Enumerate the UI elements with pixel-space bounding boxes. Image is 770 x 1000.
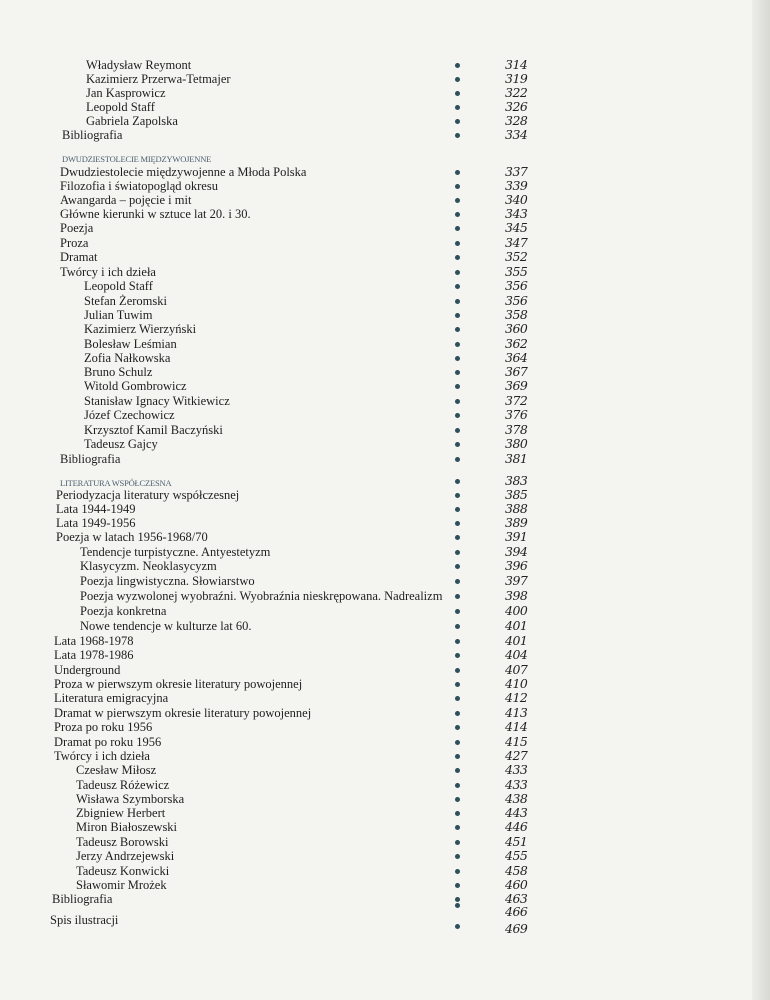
bullet-dot-icon <box>455 370 460 375</box>
page-number: 433 <box>505 777 528 792</box>
toc-entry <box>0 763 770 777</box>
page-number: 401 <box>505 633 528 648</box>
bullet-dot-icon <box>455 768 460 773</box>
toc-entry <box>0 100 770 114</box>
page-number: 414 <box>505 719 528 734</box>
entry-title: Jan Kasprowicz <box>86 86 166 100</box>
entry-title: Dramat w pierwszym okresie literatury powojennej <box>54 706 312 720</box>
bullet-dot-icon <box>455 212 460 217</box>
bullet-dot-icon <box>455 696 460 701</box>
toc-entry <box>0 835 770 849</box>
entry-title: Miron Białoszewski <box>76 820 178 834</box>
toc-entry <box>0 648 770 662</box>
page-number: 376 <box>505 407 528 422</box>
page-number: 413 <box>505 705 528 720</box>
entry-title: Leopold Staff <box>86 100 155 114</box>
toc-entry <box>0 452 770 466</box>
page-number: 362 <box>505 336 528 351</box>
entry-title: Poezja konkretna <box>80 604 167 618</box>
entry-title: Bibliografia <box>60 452 121 466</box>
toc-entry <box>0 663 770 677</box>
toc-entry <box>0 365 770 379</box>
bullet-dot-icon <box>455 313 460 318</box>
page-number: 372 <box>505 393 528 408</box>
toc-entry <box>0 86 770 100</box>
toc-entry <box>0 72 770 86</box>
bullet-dot-icon <box>455 119 460 124</box>
bullet-dot-icon <box>455 284 460 289</box>
toc-entry <box>0 279 770 293</box>
bullet-dot-icon <box>455 299 460 304</box>
bullet-dot-icon <box>455 413 460 418</box>
page-number: 314 <box>505 57 528 72</box>
toc-entry <box>0 619 770 633</box>
entry-title: Twórcy i ich dzieła <box>60 265 156 279</box>
toc-entry <box>0 337 770 351</box>
page-number: 328 <box>505 113 528 128</box>
entry-title: Poezja wyzwolonej wyobraźni. Wyobraźnia nieskrępowana. Nadrealizm <box>80 589 443 603</box>
bullet-dot-icon <box>455 241 460 246</box>
toc-entry <box>0 207 770 221</box>
page-number: 326 <box>505 99 528 114</box>
bullet-dot-icon <box>455 883 460 888</box>
page-number: 322 <box>505 85 528 100</box>
bullet-dot-icon <box>455 811 460 816</box>
entry-title: Tadeusz Gajcy <box>84 437 158 451</box>
entry-title: Gabriela Zapolska <box>86 114 178 128</box>
toc-entry <box>0 589 770 603</box>
toc-section-heading <box>0 474 770 488</box>
toc-entry <box>0 423 770 437</box>
page-number: 343 <box>505 206 528 221</box>
bullet-dot-icon <box>455 105 460 110</box>
toc-entry <box>0 849 770 863</box>
entry-title: Bruno Schulz <box>84 365 153 379</box>
entry-title: Lata 1978-1986 <box>54 648 134 662</box>
page-number: 407 <box>505 662 528 677</box>
toc-entry <box>0 735 770 749</box>
entry-title: Józef Czechowicz <box>84 408 175 422</box>
bullet-dot-icon <box>455 725 460 730</box>
page-number: 380 <box>505 436 528 451</box>
bullet-dot-icon <box>455 327 460 332</box>
toc-entry <box>0 820 770 834</box>
toc-entry <box>0 408 770 422</box>
toc-entry <box>0 634 770 648</box>
entry-title: Proza w pierwszym okresie literatury powojennej <box>54 677 303 691</box>
toc-entry <box>0 691 770 705</box>
toc-entry <box>0 559 770 573</box>
bullet-dot-icon <box>455 133 460 138</box>
toc-entry <box>0 806 770 820</box>
toc-entry <box>0 58 770 72</box>
page-number: 410 <box>505 676 528 691</box>
section-title: DWUDZIESTOLECIE MIĘDZYWOJENNE <box>62 154 212 164</box>
bullet-dot-icon <box>455 854 460 859</box>
bullet-dot-icon <box>455 740 460 745</box>
bullet-dot-icon <box>455 198 460 203</box>
toc-entry <box>0 437 770 451</box>
bullet-dot-icon <box>455 507 460 512</box>
bullet-dot-icon <box>455 521 460 526</box>
toc-entry <box>0 574 770 588</box>
page-number: 415 <box>505 734 528 749</box>
page-number: 443 <box>505 805 528 820</box>
entry-title: Władysław Reymont <box>86 58 192 72</box>
page-number: 397 <box>505 573 528 588</box>
entry-title: Kazimierz Wierzyński <box>84 322 197 336</box>
bullet-dot-icon <box>455 270 460 275</box>
entry-title: Awangarda – pojęcie i mit <box>60 193 192 207</box>
toc-entry <box>0 706 770 720</box>
bullet-dot-icon <box>455 579 460 584</box>
entry-title: Główne kierunki w sztuce lat 20. i 30. <box>60 207 251 221</box>
toc-entry <box>0 265 770 279</box>
toc-entry <box>0 913 770 936</box>
bullet-dot-icon <box>455 356 460 361</box>
page-number: 401 <box>505 618 528 633</box>
toc-entry <box>0 502 770 516</box>
page-number: 451 <box>505 834 528 849</box>
entry-title: Jerzy Andrzejewski <box>76 849 175 863</box>
page-number: 433 <box>505 762 528 777</box>
entry-title: Bibliografia <box>52 892 113 906</box>
bullet-dot-icon <box>455 682 460 687</box>
bullet-dot-icon <box>455 754 460 759</box>
page-number: 469 <box>505 921 528 936</box>
bullet-dot-icon <box>455 479 460 484</box>
bullet-dot-icon <box>455 624 460 629</box>
entry-title: Zofia Nałkowska <box>84 351 171 365</box>
entry-title: Wisława Szymborska <box>76 792 185 806</box>
bullet-dot-icon <box>455 668 460 673</box>
entry-title: Bibliografia <box>62 128 123 142</box>
entry-title: Dwudziestolecie międzywojenne a Młoda Polska <box>60 165 307 179</box>
bullet-dot-icon <box>455 384 460 389</box>
bullet-dot-icon <box>455 77 460 82</box>
entry-title: Bolesław Leśmian <box>84 337 177 351</box>
entry-title: Nowe tendencje w kulturze lat 60. <box>80 619 252 633</box>
page-number: 378 <box>505 422 528 437</box>
toc-entry <box>0 530 770 544</box>
bullet-dot-icon <box>455 924 460 929</box>
page-number: 360 <box>505 321 528 336</box>
toc-entry <box>0 250 770 264</box>
entry-title: Czesław Miłosz <box>76 763 157 777</box>
bullet-dot-icon <box>455 639 460 644</box>
page-number: 400 <box>505 603 528 618</box>
entry-title: Stanisław Ignacy Witkiewicz <box>84 394 230 408</box>
entry-title: Leopold Staff <box>84 279 153 293</box>
page-number: 364 <box>505 350 528 365</box>
page-number: 334 <box>505 127 528 142</box>
page-number: 458 <box>505 863 528 878</box>
page-number: 412 <box>505 690 528 705</box>
entry-title: Zbigniew Herbert <box>76 806 166 820</box>
page-number: 398 <box>505 588 528 603</box>
entry-title: Poezja lingwistyczna. Słowiarstwo <box>80 574 255 588</box>
bullet-dot-icon <box>455 869 460 874</box>
toc-entry <box>0 749 770 763</box>
entry-title: Filozofia i światopogląd okresu <box>60 179 218 193</box>
bullet-dot-icon <box>455 226 460 231</box>
toc-entry <box>0 488 770 502</box>
page-number: 352 <box>505 249 528 264</box>
entry-title: Spis ilustracji <box>50 913 119 927</box>
bullet-dot-icon <box>455 711 460 716</box>
toc-entry <box>0 604 770 618</box>
entry-title: Dramat po roku 1956 <box>54 735 162 749</box>
entry-title: Lata 1949-1956 <box>56 516 136 530</box>
bullet-dot-icon <box>455 184 460 189</box>
toc-entry <box>0 114 770 128</box>
bullet-dot-icon <box>455 442 460 447</box>
toc-entry <box>0 379 770 393</box>
page-number: 358 <box>505 307 528 322</box>
page-number: 340 <box>505 192 528 207</box>
toc-entry <box>0 322 770 336</box>
page-number: 319 <box>505 71 528 86</box>
toc-entry <box>0 294 770 308</box>
bullet-dot-icon <box>455 903 460 908</box>
bullet-dot-icon <box>455 535 460 540</box>
bullet-dot-icon <box>455 63 460 68</box>
entry-title: Julian Tuwim <box>84 308 153 322</box>
toc-entry <box>0 221 770 235</box>
toc-entry <box>0 898 770 919</box>
toc-entry <box>0 545 770 559</box>
entry-title: Tendencje turpistyczne. Antyestetyzm <box>80 545 271 559</box>
bullet-dot-icon <box>455 428 460 433</box>
bullet-dot-icon <box>455 91 460 96</box>
entry-title: Dramat <box>60 250 98 264</box>
toc-entry <box>0 720 770 734</box>
toc-entry <box>0 677 770 691</box>
bullet-dot-icon <box>455 783 460 788</box>
page-number: 404 <box>505 647 528 662</box>
entry-title: Witold Gombrowicz <box>84 379 187 393</box>
page-number: 355 <box>505 264 528 279</box>
entry-title: Literatura emigracyjna <box>54 691 169 705</box>
page-number: 345 <box>505 220 528 235</box>
entry-title: Tadeusz Borowski <box>76 835 169 849</box>
entry-title: Stefan Żeromski <box>84 294 167 308</box>
toc-entry <box>0 179 770 193</box>
toc-entry <box>0 128 770 142</box>
page-number: 383 <box>505 473 528 488</box>
bullet-dot-icon <box>455 170 460 175</box>
page-number: 367 <box>505 364 528 379</box>
bullet-dot-icon <box>455 653 460 658</box>
page-number: 394 <box>505 544 528 559</box>
toc-entry <box>0 351 770 365</box>
page-number: 438 <box>505 791 528 806</box>
toc-entry <box>0 193 770 207</box>
entry-title: Kazimierz Przerwa-Tetmajer <box>86 72 231 86</box>
toc-entry <box>0 792 770 806</box>
bullet-dot-icon <box>455 550 460 555</box>
bullet-dot-icon <box>455 564 460 569</box>
page-number: 356 <box>505 278 528 293</box>
bullet-dot-icon <box>455 255 460 260</box>
toc-section-heading <box>0 150 770 164</box>
page-number: 455 <box>505 848 528 863</box>
entry-title: Poezja <box>60 221 94 235</box>
entry-title: Klasycyzm. Neoklasycyzm <box>80 559 217 573</box>
entry-title: Proza <box>60 236 89 250</box>
entry-title: Proza po roku 1956 <box>54 720 153 734</box>
entry-title: Periodyzacja literatury współczesnej <box>56 488 240 502</box>
page-number: 391 <box>505 529 528 544</box>
entry-title: Krzysztof Kamil Baczyński <box>84 423 223 437</box>
bullet-dot-icon <box>455 594 460 599</box>
page-number: 396 <box>505 558 528 573</box>
toc-entry <box>0 165 770 179</box>
bullet-dot-icon <box>455 609 460 614</box>
toc-entry <box>0 864 770 878</box>
bullet-dot-icon <box>455 825 460 830</box>
toc-entry <box>0 516 770 530</box>
bullet-dot-icon <box>455 797 460 802</box>
entry-title: Sławomir Mrożek <box>76 878 167 892</box>
toc-entry <box>0 778 770 792</box>
page-number: 460 <box>505 877 528 892</box>
entry-title: Lata 1968-1978 <box>54 634 134 648</box>
page-number: 369 <box>505 378 528 393</box>
bullet-dot-icon <box>455 457 460 462</box>
page-number: 339 <box>505 178 528 193</box>
page-number: 427 <box>505 748 528 763</box>
page-number: 337 <box>505 164 528 179</box>
bullet-dot-icon <box>455 342 460 347</box>
entry-title: Underground <box>54 663 121 677</box>
page-number: 356 <box>505 293 528 308</box>
page-number: 388 <box>505 501 528 516</box>
toc-entry <box>0 308 770 322</box>
section-title: LITERATURA WSPÓŁCZESNA <box>60 478 172 488</box>
bullet-dot-icon <box>455 493 460 498</box>
bullet-dot-icon <box>455 840 460 845</box>
page-number: 381 <box>505 451 528 466</box>
page-number: 466 <box>505 904 528 919</box>
page-number: 389 <box>505 515 528 530</box>
page-number: 385 <box>505 487 528 502</box>
entry-title: Poezja w latach 1956-1968/70 <box>56 530 208 544</box>
toc-entry <box>0 394 770 408</box>
entry-title: Twórcy i ich dzieła <box>54 749 150 763</box>
page-number: 347 <box>505 235 528 250</box>
entry-title: Tadeusz Konwicki <box>76 864 170 878</box>
page-number: 463 <box>505 891 528 906</box>
entry-title: Lata 1944-1949 <box>56 502 136 516</box>
entry-title: Tadeusz Różewicz <box>76 778 170 792</box>
page-number: 446 <box>505 819 528 834</box>
toc-entry <box>0 236 770 250</box>
bullet-dot-icon <box>455 399 460 404</box>
toc-entry <box>0 878 770 892</box>
